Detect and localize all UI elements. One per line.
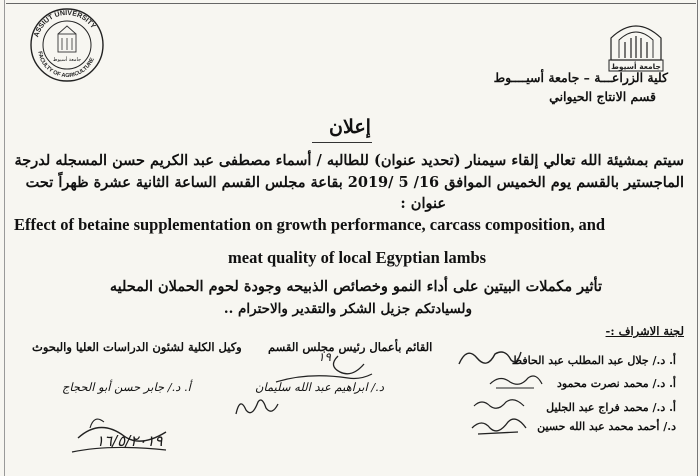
announcement-line-2: الماجستير بالقسم يوم الخميس الموافق 16/ 5 /2019 بقاعة مجلس القسم الساعة الثانية عشرة ظهراً تحت xyxy=(25,174,684,191)
svg-text:جامعة أسيوط: جامعة أسيوط xyxy=(611,62,661,71)
arabic-research-title: تأثير مكملات البيتين على أداء النمو وخصائص الذبيحه وجودة لحوم الحملان المحليه xyxy=(109,278,602,295)
english-title-line-2: meat quality of local Egyptian lambs xyxy=(228,248,487,267)
announcement-line-1: سيتم بمشيئة الله تعالي إلقاء سيمنار (تحديد عنوان) للطالبه / أسماء مصطفى عبد الكريم حسن المسجله لدرجة xyxy=(14,152,684,169)
committee-member-4: د./ أحمد محمد عبد الله حسين xyxy=(537,420,676,433)
signature-member-4 xyxy=(468,412,530,438)
signature-initials xyxy=(232,392,282,420)
signature-member-1 xyxy=(455,344,525,370)
faculty-building-logo xyxy=(605,16,667,74)
svg-text:FACULTY OF AGRICULTURE: FACULTY OF AGRICULTURE xyxy=(36,50,96,80)
svg-text:ASSIUT UNIVERSITY: ASSIUT UNIVERSITY xyxy=(33,9,97,39)
vice-dean-label: وكيل الكلية لشئون الدراسات العليا والبحوث xyxy=(32,340,242,354)
announcement-line-3: عنوان : xyxy=(400,195,446,212)
page-border-top xyxy=(6,3,696,4)
handwritten-date: ١٦/٥/٢٠١٩ xyxy=(96,432,163,450)
svg-text:جامعة أسيوط: جامعة أسيوط xyxy=(52,57,82,63)
faculty-university-heading: كلية الزراعـــة – جامعة أسيــــوط xyxy=(493,70,668,85)
announcement-title: إعلان xyxy=(329,116,371,138)
handwritten-day-number: ١٩ xyxy=(318,350,331,364)
signature-member-2 xyxy=(486,370,546,392)
committee-member-1: أ. د./ جلال عبد المطلب عبد الحافظ xyxy=(511,354,676,367)
vice-dean-name: أ. د./ جابر حسن أبو الحجاج xyxy=(62,380,191,394)
title-underline xyxy=(312,142,372,143)
signature-member-3 xyxy=(470,394,530,414)
page-border-right xyxy=(697,0,698,476)
committee-member-2: أ. د./ محمد نصرت محمود xyxy=(556,377,676,390)
department-head-label: القائم بأعمال رئيس مجلس القسم xyxy=(268,340,433,354)
english-title-line-1: Effect of betaine supplementation on growth performance, carcass composition, and xyxy=(14,215,606,234)
committee-member-3: أ. د./ محمد فراج عبد الجليل xyxy=(546,401,676,414)
page-border-left xyxy=(4,0,5,476)
department-heading: قسم الانتاج الحيواني xyxy=(549,89,656,104)
supervision-committee-heading: لجنة الاشراف :- xyxy=(605,324,684,338)
closing-line: ولسيادتكم جزيل الشكر والتقدير والاحترام .. xyxy=(223,301,472,317)
department-head-name: د./ ابراهيم عبد الله سليمان xyxy=(255,380,384,394)
university-seal-logo xyxy=(28,6,106,84)
